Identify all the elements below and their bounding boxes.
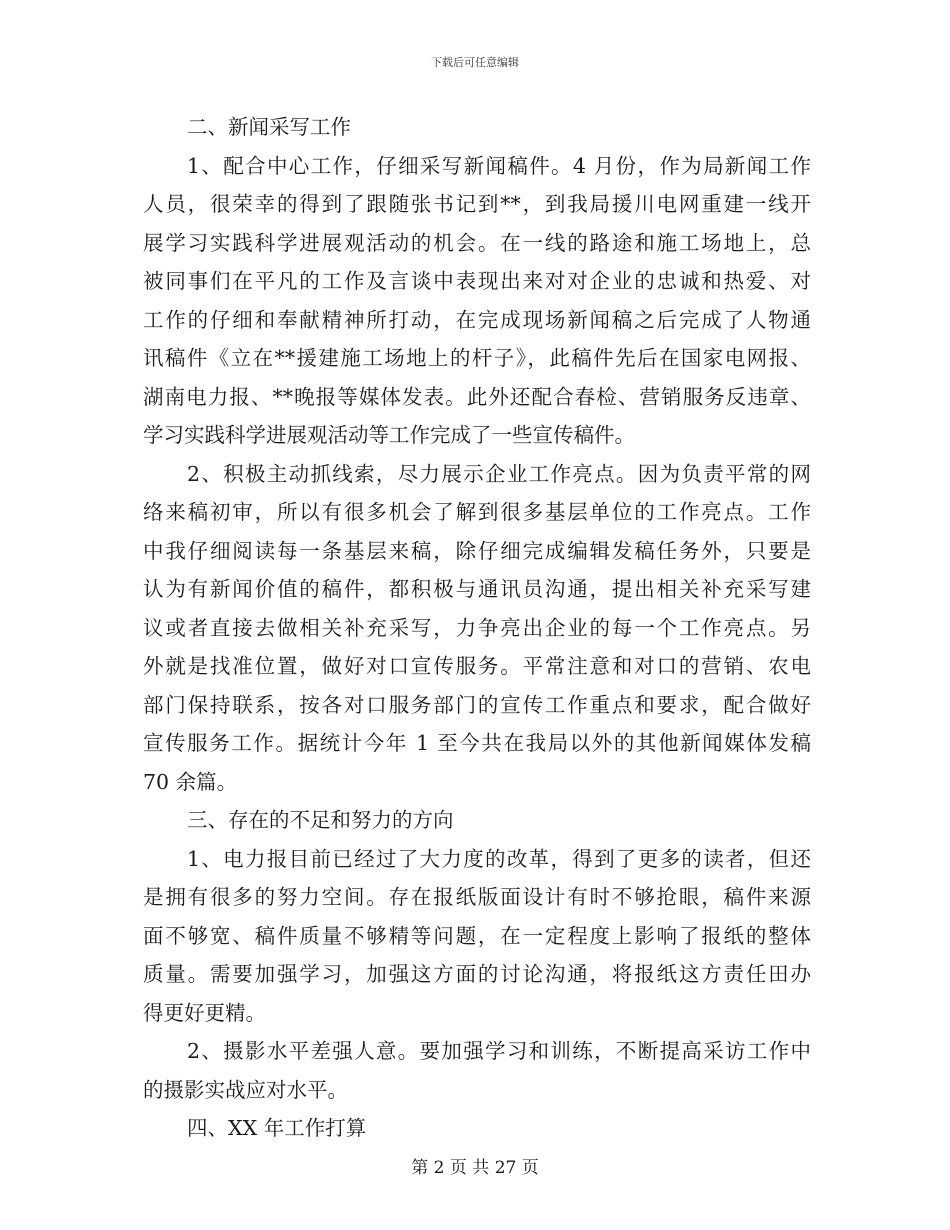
body-text-line: 70 余篇。	[143, 769, 238, 794]
body-text-line: 被同事们在平凡的工作及言谈中表现出来对对企业的忠诚和热爱、对	[143, 269, 811, 293]
body-text-line: 是拥有很多的努力空间。存在报纸版面设计有时不够抢眼，稿件来源	[143, 885, 811, 909]
body-text-line: 工作的仔细和奉献精神所打动，在完成现场新闻稿之后完成了人物通	[143, 307, 811, 332]
body-text-line: 面不够宽、稿件质量不够精等问题，在一定程度上影响了报纸的整体	[143, 923, 811, 948]
body-text-line: 的摄影实战应对水平。	[143, 1077, 348, 1102]
body-text-line: 人员，很荣幸的得到了跟随张书记到**，到我局援川电网重建一线开	[143, 192, 811, 216]
section-heading: 三、存在的不足和努力的方向	[187, 808, 454, 832]
body-text-line: 议或者直接去做相关补充采写，力争亮出企业的每一个工作亮点。另	[143, 615, 811, 640]
body-text-line: 展学习实践科学进展观活动的机会。在一线的路途和施工场地上，总	[143, 230, 811, 255]
body-text-line: 部门保持联系，按各对口服务部门的宣传工作重点和要求，配合做好	[143, 692, 811, 717]
body-text-line: 得更好更精。	[143, 1000, 266, 1025]
body-text-line: 讯稿件《立在**援建施工场地上的杆子》，此稿件先后在国家电网报、	[143, 346, 811, 370]
body-text-line: 外就是找准位置，做好对口宣传服务。平常注意和对口的营销、农电	[143, 654, 811, 678]
page-header-note: 下载后可任意编辑	[431, 56, 519, 69]
body-text-line: 2、积极主动抓线索，尽力展示企业工作亮点。因为负责平常的网	[187, 461, 811, 486]
body-text-line: 中我仔细阅读每一条基层来稿，除仔细完成编辑发稿任务外，只要是	[143, 538, 811, 563]
body-text-line: 2、摄影水平差强人意。要加强学习和训练，不断提高采访工作中	[187, 1039, 811, 1063]
body-text-line: 1、电力报目前已经过了大力度的改革，得到了更多的读者，但还	[187, 846, 811, 871]
body-text-line: 宣传服务工作。据统计今年 1 至今共在我局以外的其他新闻媒体发稿	[143, 731, 811, 755]
section-heading: 二、新闻采写工作	[187, 115, 351, 139]
body-text-line: 学习实践科学进展观活动等工作完成了一些宣传稿件。	[143, 423, 635, 447]
page-number-footer: 第 2 页 共 27 页	[411, 1158, 539, 1178]
body-text-line: 络来稿初审，所以有很多机会了解到很多基层单位的工作亮点。工作	[143, 500, 811, 524]
body-text-line: 质量。需要加强学习，加强这方面的讨论沟通，将报纸这方责任田办	[143, 962, 811, 986]
section-heading: 四、XX 年工作打算	[187, 1116, 367, 1140]
document-body	[143, 108, 811, 1148]
body-text-line: 1、配合中心工作，仔细采写新闻稿件。4 月份，作为局新闻工作	[187, 153, 811, 178]
body-text-line: 认为有新闻价值的稿件，都积极与通讯员沟通，提出相关补充采写建	[143, 577, 811, 601]
body-text-line: 湖南电力报、**晚报等媒体发表。此外还配合春检、营销服务反违章、	[143, 384, 811, 409]
